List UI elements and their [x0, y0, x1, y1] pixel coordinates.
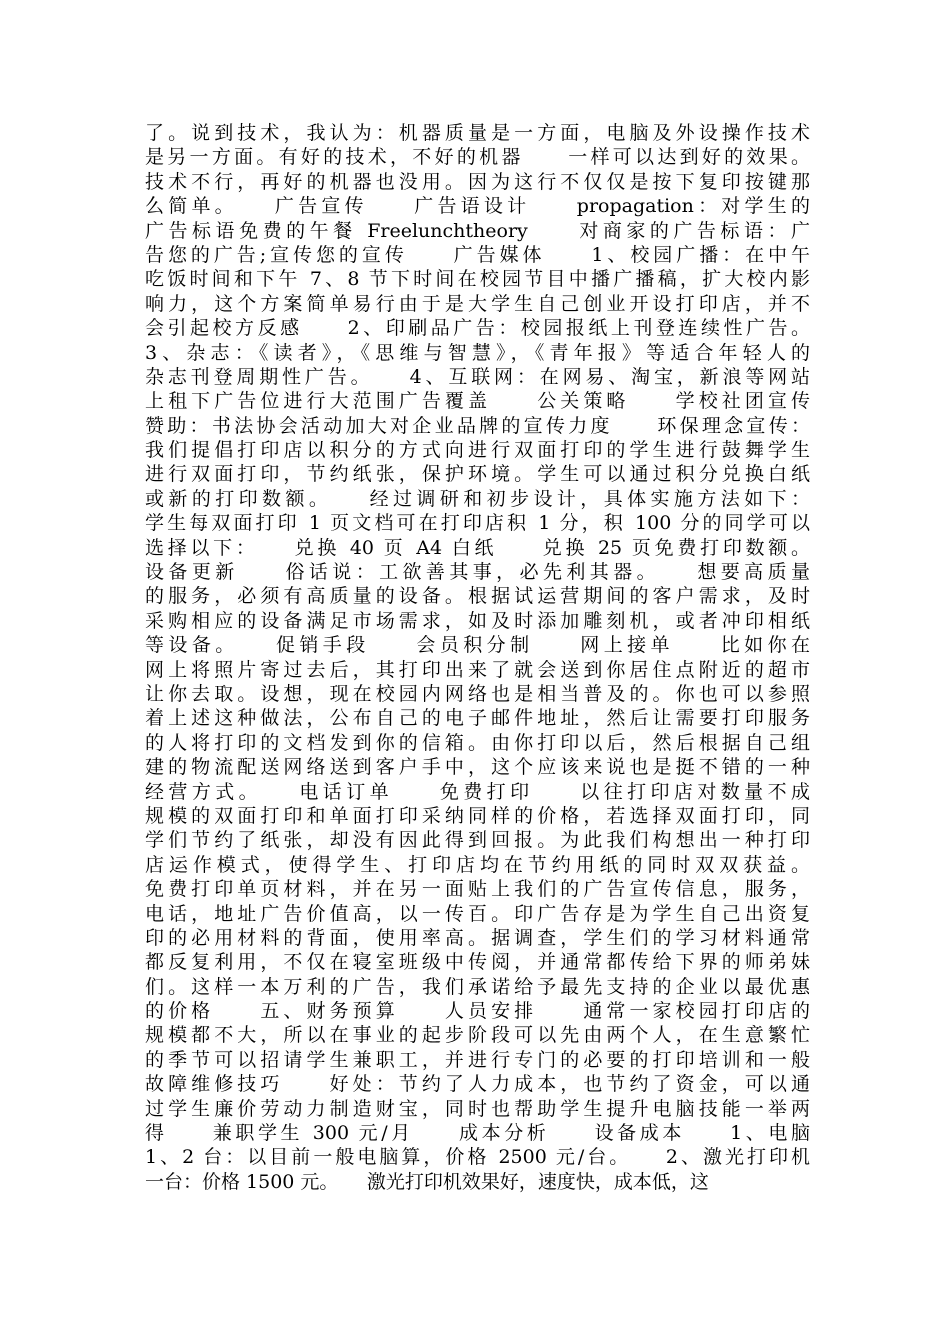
- text-line: 建的物流配送网络送到客户手中，这个应该来说也是挺不错的一种: [145, 756, 810, 779]
- text-line: 都反复利用，不仅在寝室班级中传阅，并通常都传给下界的师弟妹: [145, 951, 810, 974]
- text-line: 进行双面打印，节约纸张，保护环境。学生可以通过积分兑换白纸: [145, 463, 810, 486]
- text-line: 得 兼职学生 300 元/月 成本分析 设备成本 1、电脑: [145, 1122, 810, 1145]
- text-line: 着上述这种做法，公布自己的电子邮件地址，然后让需要打印服务: [145, 707, 810, 730]
- text-line: 杂志刊登周期性广告。 4、互联网：在网易、淘宝，新浪等网站: [145, 365, 810, 388]
- text-line: 免费打印单页材料，并在另一面贴上我们的广告宣传信息，服务，: [145, 878, 810, 901]
- document-body-text: [145, 121, 810, 1194]
- text-line: 响力，这个方案简单易行由于是大学生自己创业开设打印店，并不: [145, 292, 810, 315]
- text-line: 学生每双面打印 1 页文档可在打印店积 1 分，积 100 分的同学可以: [145, 512, 810, 535]
- text-line: 赞助：书法协会活动加大对企业品牌的宣传力度 环保理念宣传：: [145, 414, 810, 437]
- text-line: 设备更新 俗话说：工欲善其事，必先利其器。 想要高质量: [145, 561, 810, 584]
- text-line: 选择以下： 兑换 40 页 A4 白纸 兑换 25 页免费打印数额。: [145, 536, 810, 559]
- text-line: 店运作模式，使得学生、打印店均在节约用纸的同时双双获益。: [145, 853, 810, 876]
- text-line: 的人将打印的文档发到你的信箱。由你打印以后，然后根据自己组: [145, 731, 810, 754]
- text-line: 吃饭时间和下午 7、8 节下时间在校园节目中播广播稿，扩大校内影: [145, 268, 810, 291]
- text-line: 经营方式。 电话订单 免费打印 以往打印店对数量不成: [145, 780, 810, 803]
- text-line: 1、2 台：以目前一般电脑算，价格 2500 元/台。 2、激光打印机: [145, 1146, 810, 1169]
- text-line: 印的必用材料的背面，使用率高。据调查，学生们的学习材料通常: [145, 926, 810, 949]
- text-line: 规模都不大，所以在事业的起步阶段可以先由两个人，在生意繁忙: [145, 1024, 810, 1047]
- text-line: 过学生廉价劳动力制造财宝，同时也帮助学生提升电脑技能一举两: [145, 1097, 810, 1120]
- text-line: 我们提倡打印店以积分的方式向进行双面打印的学生进行鼓舞学生: [145, 439, 810, 462]
- text-line: 一台：价格 1500 元。 激光打印机效果好，速度快，成本低，这: [145, 1170, 709, 1193]
- text-line: 了。说到技术，我认为：机器质量是一方面，电脑及外设操作技术: [145, 122, 810, 144]
- text-line: 规模的双面打印和单面打印采纳同样的价格，若选择双面打印，同: [145, 804, 810, 827]
- text-line: 或新的打印数额。 经过调研和初步设计，具体实施方法如下：: [145, 487, 810, 510]
- text-line: 等设备。 促销手段 会员积分制 网上接单 比如你在: [145, 634, 810, 657]
- text-line: 学们节约了纸张，却没有因此得到回报。为此我们构想出一种打印: [145, 829, 810, 852]
- text-line: 3、杂志：《读者》，《思维与智慧》，《青年报》等适合年轻人的: [145, 341, 810, 364]
- text-line: 是另一方面。有好的技术，不好的机器 一样可以达到好的效果。: [145, 146, 810, 169]
- text-line: 的价格 五、财务预算 人员安排 通常一家校园打印店的: [145, 1000, 810, 1023]
- text-line: 采购相应的设备满足市场需求，如及时添加雕刻机，或者冲印相纸: [145, 609, 810, 632]
- text-line: 会引起校方反感 2、印刷品广告：校园报纸上刊登连续性广告。: [145, 317, 810, 340]
- text-line: 让你去取。设想，现在校园内网络也是相当普及的。你也可以参照: [145, 682, 810, 705]
- text-line: 技术不行，再好的机器也没用。因为这行不仅仅是按下复印按键那: [145, 170, 810, 193]
- text-line: 广告标语免费的午餐 Freelunchtheory 对商家的广告标语：广: [145, 219, 810, 242]
- text-line: 的季节可以招请学生兼职工，并进行专门的必要的打印培训和一般: [145, 1048, 810, 1071]
- text-line: 们。这样一本万利的广告，我们承诺给予最先支持的企业以最优惠: [145, 975, 810, 998]
- text-line: 么简单。 广告宣传 广告语设计 propagation：对学生的: [145, 195, 810, 218]
- text-line: 故障维修技巧 好处：节约了人力成本，也节约了资金，可以通: [145, 1073, 810, 1096]
- text-line: 电话，地址广告价值高，以一传百。印广告存是为学生自己出资复: [145, 902, 810, 925]
- text-line: 告您的广告;宣传您的宣传 广告媒体 1、校园广播：在中午: [145, 243, 810, 266]
- text-line: 的服务，必须有高质量的设备。根据试运营期间的客户需求，及时: [145, 585, 810, 608]
- text-line: 网上将照片寄过去后，其打印出来了就会送到你居住点附近的超市: [145, 658, 810, 681]
- text-line: 上租下广告位进行大范围广告覆盖 公关策略 学校社团宣传: [145, 390, 810, 413]
